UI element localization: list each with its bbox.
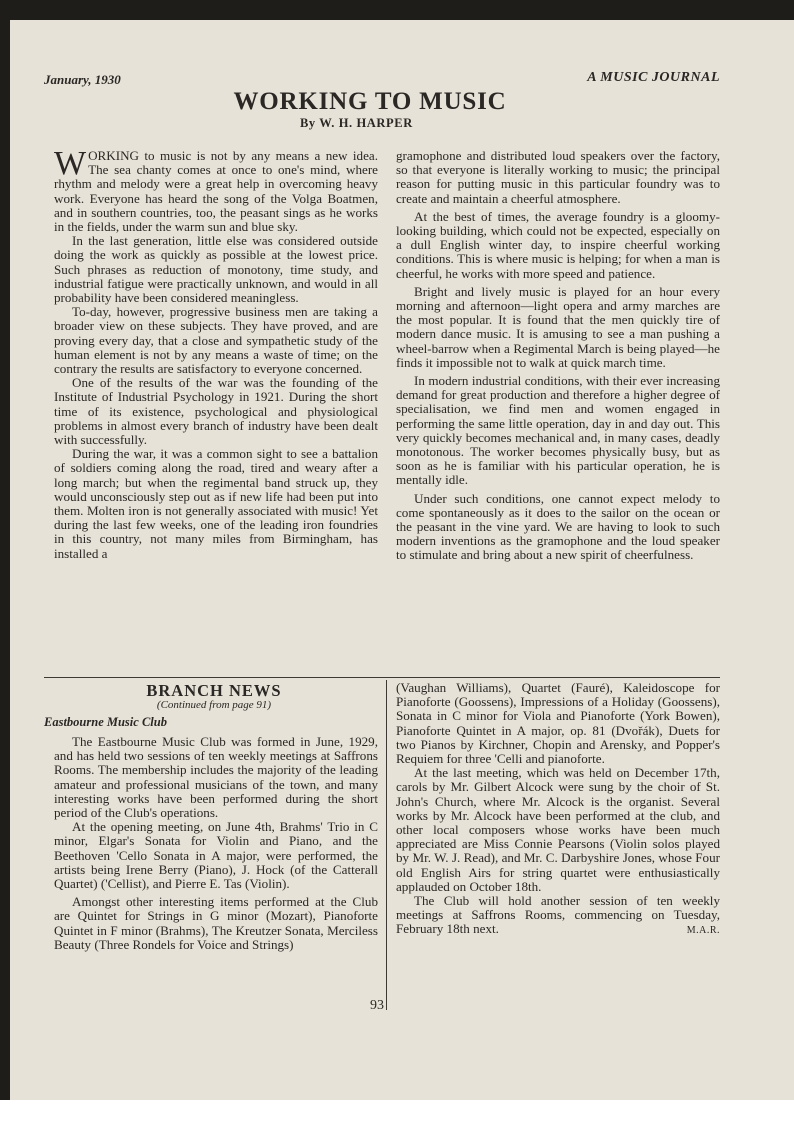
article-paragraph: One of the results of the war was the founding of the Institute of Industrial Psychology in 1921. During the short time of its existence, psychological and physiological problems in almost every branch of industry have been dealt with successfully.	[54, 375, 378, 448]
article-paragraph: WORKING to music is not by any means a new idea. The sea chanty comes at once to one's mind, where rhythm and melody were a great help in overcoming heavy work. Everyone has heard the song of the Volga Boatmen, and in southern countries, too, the peasant sings as he works in the fields, under the warm sun and blue sky.	[54, 145, 378, 235]
section-divider	[44, 677, 720, 678]
article-paragraph: Bright and lively music is played for an hour every morning and afternoon—light opera and army marches are the most popular. It is found that the men quickly tire of modern dance music. It is amusing to see a man pushing a wheel-barrow when a Regimental March is being played—he finds it impossible not to walk at quick march time.	[396, 283, 720, 370]
article-paragraph: In modern industrial conditions, with their ever increasing demand for great production and therefore a higher degree of specialisation, we find men and women engaged in performing the same little operation, day in and day out. This very quickly becomes mechanical and, in many cases, deadly monotonous. The worker becomes physically busy, but as soon as he is familiar with his particular operation, he is mentally idle.	[396, 373, 720, 488]
news-paragraph: At the opening meeting, on June 4th, Brahms' Trio in C minor, Elgar's Sonata for Violin and Piano, and the Beethoven 'Cello Sonata in A major, were performed, the artists being Irene Berry (Piano), J. Hock (of the Catterall Quartet) ('Cellist), and Pierre E. Tas (Violin).	[54, 819, 378, 892]
news-paragraph: At the last meeting, which was held on December 17th, carols by Mr. Gilbert Alcock were sung by the choir of St. John's Church, where Mr. Alcock is the organist. Several works by Mr. Alcock have been performed at the club, and other local composers whose works have been much appreciated are Miss Connie Pearsons (Violin solos played by Mr. W. J. Read), and Mr. C. Darbyshire Jones, whose Four old English Airs for string quartet were enthusiastically applauded on October 18th.	[396, 765, 720, 894]
drop-cap: W	[54, 145, 87, 182]
column-divider	[386, 680, 387, 1010]
journal-name: A MUSIC JOURNAL	[587, 70, 720, 85]
article-right-column	[396, 149, 720, 563]
article-paragraph: At the best of times, the average foundry is a gloomy-looking building, which could not be expected, especially on a dull English winter day, to inspire cheerful working conditions. This is where music is helping; for when a man is cheerful, he works with more speed and patience.	[396, 208, 720, 281]
article-title: WORKING TO MUSIC	[233, 88, 507, 115]
article-left-column	[54, 145, 378, 561]
branch-news-right-column	[396, 681, 720, 939]
page-bottom-margin	[0, 1100, 794, 1123]
news-paragraph: Amongst other interesting items performed at the Club are Quintet for Strings in G minor (Mozart), Pianoforte Quintet in F minor (Brahms), The Kreutzer Sonata, Merciless Beauty (Three Rondels for Voice and Strings)	[54, 894, 378, 952]
article-paragraph: Under such conditions, one cannot expect melody to come spontaneously as it does to the sailor on the ocean or the peasant in the vine yard. We are having to look to such modern inventions as the gramophone and the loud speaker to stimulate and bring about a new spirit of cheerfulness.	[396, 490, 720, 563]
continued-note: (Continued from page 91)	[156, 699, 272, 711]
issue-date: January, 1930	[44, 72, 121, 87]
article-paragraph: In the last generation, little else was considered outside doing the work as quickly as possible at the lowest price. Such phrases as reduction of monotony, time study, and industrial fatigue were practically unknown, and would in all probability have been considered meaningless.	[54, 233, 378, 306]
article-paragraph: During the war, it was a common sight to see a battalion of soldiers coming along the road, tired and weary after a long march; but when the regimental band struck up, they would unconsciously step out as if new life had been put into them. Molten iron is not generally associated with music! Yet during the last few weeks, one of the leading iron foundries in this country, not many miles from Birmingham, has installed a	[54, 446, 378, 561]
page-number: 93	[370, 998, 384, 1013]
article-byline: By W. H. HARPER	[300, 116, 413, 130]
author-initials: M.A.R.	[686, 925, 720, 937]
news-paragraph: The Eastbourne Music Club was formed in June, 1929, and has held two sessions of ten weekly meetings at Saffrons Rooms. The membership includes the majority of the leading amateur and professional musicians of the town, and many interesting works have been performed during the short period of the Club's operations.	[54, 734, 378, 821]
article-paragraph: To-day, however, progressive business men are taking a broader view on these subjects. They have proved, and are proving every day, that a close and sympathetic study of the human element is not by any means a waste of time; on the contrary the results are satisfactory to everyone concerned.	[54, 304, 378, 377]
branch-news-left-column	[54, 735, 378, 952]
branch-news-title: BRANCH NEWS	[146, 681, 282, 700]
article-paragraph: gramophone and distributed loud speakers over the factory, so that everyone is literally working to music; the principal reason for putting music in this particular foundry was to create and maintain a cheerful atmosphere.	[396, 148, 720, 206]
club-heading: Eastbourne Music Club	[44, 715, 167, 729]
news-paragraph: The Club will hold another session of ten weekly meetings at Saffrons Rooms, commencing on Tuesday, February 18th next. M.A.R.	[396, 894, 720, 937]
news-paragraph: (Vaughan Williams), Quartet (Fauré), Kaleidoscope for Pianoforte (Goossens), Impressions of a Holiday (Goossens), Sonata in C minor for Viola and Pianoforte (York Bowen), Pianoforte Quintet in A major, op. 81 (Dvořák), Duets for two Pianos by Kirchner, Chopin and Arensky, and Popper's Requiem for three 'Celli and pianoforte.	[396, 680, 720, 767]
